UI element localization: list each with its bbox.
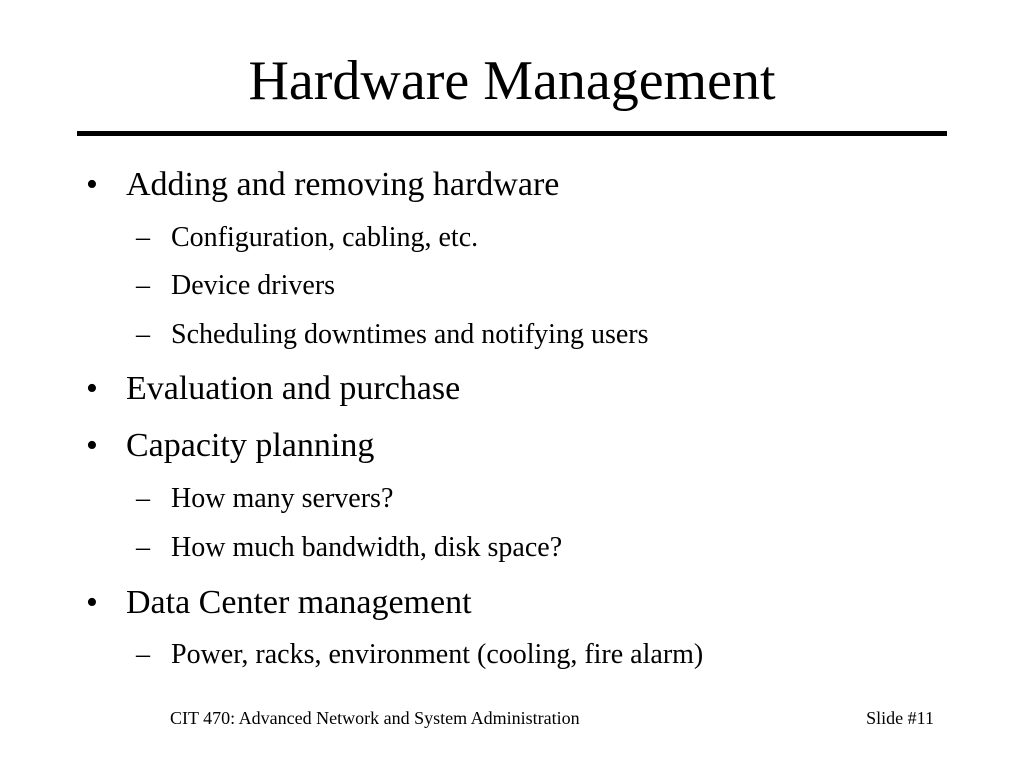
bullet-text: Capacity planning bbox=[126, 427, 375, 464]
sub-bullet-text: Device drivers bbox=[171, 270, 336, 301]
sub-bullet-text: Scheduling downtimes and notifying users bbox=[171, 319, 649, 350]
sub-bullet-text: Power, racks, environment (cooling, fire alarm) bbox=[171, 639, 704, 670]
sub-bullet-text: Configuration, cabling, etc. bbox=[171, 222, 479, 253]
bullet-text: Adding and removing hardware bbox=[126, 166, 560, 203]
bullet-marker: • bbox=[86, 584, 98, 621]
sub-bullet-marker: – bbox=[136, 319, 150, 350]
bullet-text: Evaluation and purchase bbox=[126, 370, 461, 407]
bullet-marker: • bbox=[86, 370, 98, 407]
bullet-marker: • bbox=[86, 427, 98, 464]
sub-bullet-marker: – bbox=[136, 532, 150, 563]
sub-bullet-marker: – bbox=[136, 483, 150, 514]
sub-bullet-marker: – bbox=[136, 222, 150, 253]
footer-course-title: CIT 470: Advanced Network and System Administration bbox=[170, 708, 580, 728]
bullet-text: Data Center management bbox=[126, 584, 472, 621]
bullet-marker: • bbox=[86, 166, 98, 203]
sub-bullet-text: How much bandwidth, disk space? bbox=[171, 532, 563, 563]
sub-bullet-marker: – bbox=[136, 270, 150, 301]
footer-slide-number: Slide #11 bbox=[866, 708, 934, 728]
sub-bullet-text: How many servers? bbox=[171, 483, 394, 514]
sub-bullet-marker: – bbox=[136, 639, 150, 670]
slide-title: Hardware Management bbox=[248, 50, 776, 112]
title-divider bbox=[77, 131, 947, 136]
